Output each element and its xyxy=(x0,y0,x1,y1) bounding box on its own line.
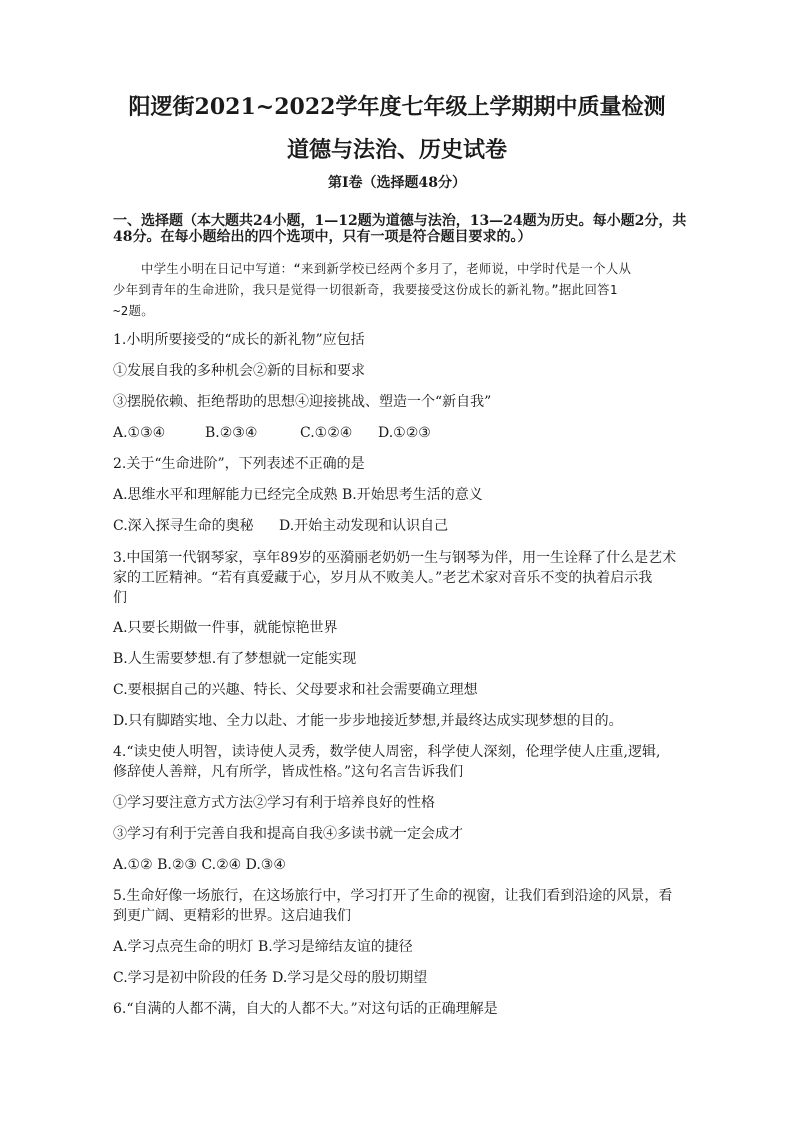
question-4-options: A.①② B.②③ C.②④ D.③④ xyxy=(113,857,286,873)
question-5-stem-line2: 到更广阔、更精彩的世界。这启迪我们 xyxy=(113,908,351,924)
question-2-stem: 2.关于“生命进阶”，下列表述不正确的是 xyxy=(113,456,365,472)
question-1-items-line1: ①发展自我的多种机会②新的目标和要求 xyxy=(113,363,365,379)
question-3-stem-line2: 家的工匠精神。“若有真爱藏于心，岁月从不败美人。”老艺术家对音乐不变的执着启示我 xyxy=(113,570,653,586)
intro-passage-line3: ~2题。 xyxy=(113,304,155,318)
question-4-stem-line2: 修辞使人善辩，凡有所学，皆成性格。”这句名言告诉我们 xyxy=(113,764,464,780)
question-5-options-cd: C.学习是初中阶段的任务 D.学习是父母的殷切期望 xyxy=(113,970,428,986)
question-5-options-ab: A.学习点亮生命的明灯 B.学习是缔结友谊的捷径 xyxy=(113,939,413,955)
question-1-stem: 1.小明所要接受的“成长的新礼物”应包括 xyxy=(113,332,365,348)
option-c: C.①②④ xyxy=(300,425,353,441)
question-4-items-line2: ③学习有利于完善自我和提高自我④多读书就一定会成才 xyxy=(113,826,463,842)
question-2-options-ab: A.思维水平和理解能力已经完全成熟 B.开始思考生活的意义 xyxy=(113,487,483,503)
section-instructions-line2: 48分。在每小题给出的四个选项中，只有一项是符合题目要求的。） xyxy=(113,229,532,245)
exam-title: 阳逻街2021~2022学年度七年级上学期期中质量检测 xyxy=(128,94,666,120)
question-3-option-c: C.要根据自己的兴趣、特长、父母要求和社会需要确立理想 xyxy=(113,682,478,698)
question-4-items-line1: ①学习要注意方式方法②学习有利于培养良好的性格 xyxy=(113,795,435,811)
question-4-stem-line1: 4.“读史使人明智，读诗使人灵秀，数学使人周密，科学使人深刻，伦理学使人庄重,逻辑, xyxy=(113,744,661,760)
intro-passage-line2: 少年到青年的生命进阶，我只是觉得一切很新奇，我要接受这份成长的新礼物。”据此回答1 xyxy=(113,283,618,297)
option-c: C.深入探寻生命的奥秘 xyxy=(113,518,254,534)
option-d: D.开始主动发现和认识自己 xyxy=(279,518,449,534)
section-instructions-line1: 一、选择题（本大题共24小题，1—12题为道德与法治，13—24题为历史。每小题2分，共 xyxy=(113,213,687,229)
option-d: D.①②③ xyxy=(378,425,431,441)
question-6-stem: 6.“自满的人都不满，自大的人都不大。”对这句话的正确理解是 xyxy=(113,1001,498,1017)
question-3-stem-line3: 们 xyxy=(113,590,127,606)
question-3-stem-line1: 3.中国第一代钢琴家，享年89岁的巫漪丽老奶奶一生与钢琴为伴，用一生诠释了什么是艺术 xyxy=(113,550,677,566)
option-a: A.①③④ xyxy=(113,425,166,441)
question-5-stem-line1: 5.生命好像一场旅行，在这场旅行中，学习打开了生命的视窗，让我们看到沿途的风景，看 xyxy=(113,888,673,904)
question-1-options xyxy=(113,424,431,442)
question-2-options-cd xyxy=(113,517,448,535)
part-title: 第Ⅰ卷（选择题48分） xyxy=(327,175,467,191)
question-3-option-d: D.只有脚踏实地、全力以赴、才能一步步地接近梦想,并最终达成实现梦想的目的。 xyxy=(113,713,623,729)
intro-passage-line1: 中学生小明在日记中写道：“来到新学校已经两个多月了，老师说，中学时代是一个人从 xyxy=(141,262,632,276)
question-3-option-a: A.只要长期做一件事，就能惊艳世界 xyxy=(113,620,338,636)
question-1-items-line2: ③摆脱依赖、拒绝帮助的思想④迎接挑战、塑造一个“新自我” xyxy=(113,394,492,410)
question-3-option-b: B.人生需要梦想.有了梦想就一定能实现 xyxy=(113,651,357,667)
option-b: B.②③④ xyxy=(205,425,258,441)
exam-subtitle: 道德与法治、历史试卷 xyxy=(286,137,507,163)
